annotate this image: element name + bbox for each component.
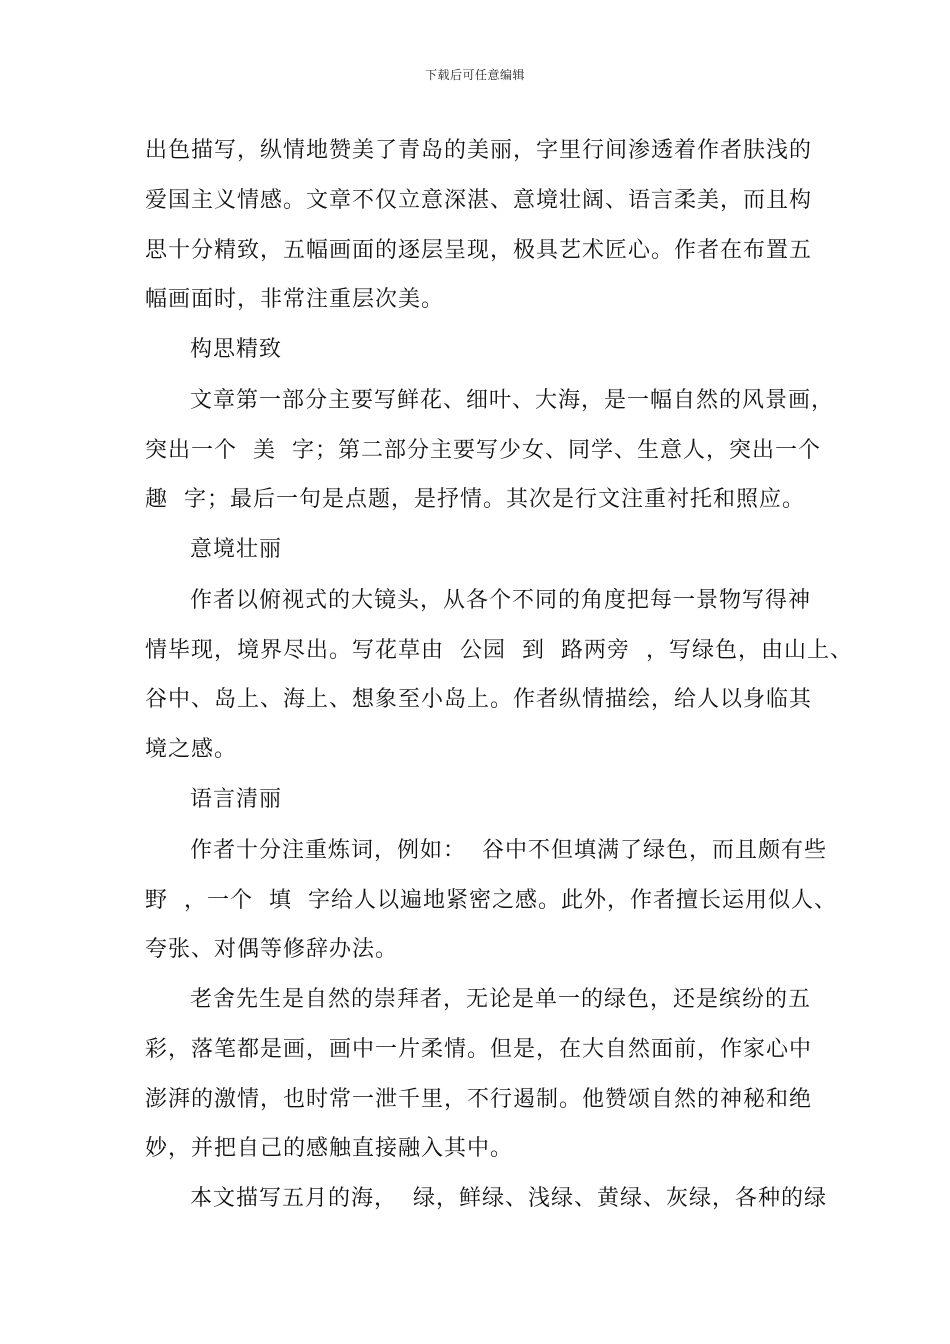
text-line: 突出一个 美 字；第二部分主要写少女、同学、生意人，突出一个 xyxy=(145,438,821,463)
section-heading: 语言清丽 xyxy=(190,787,283,812)
text-line: 谷中、岛上、海上、想象至小岛上。作者纵情描绘，给人以身临其 xyxy=(145,687,813,712)
text-line: 文章第一部分主要写鲜花、细叶、大海，是一幅自然的风景画， xyxy=(190,388,835,413)
text-line: 作者以俯视式的大镜头，从各个不同的角度把每一景物写得神 xyxy=(190,588,812,613)
section-heading: 构思精致 xyxy=(190,337,283,362)
text-line: 老舍先生是自然的崇拜者，无论是单一的绿色，还是缤纷的五 xyxy=(190,987,812,1012)
section-heading: 意境壮丽 xyxy=(190,537,283,562)
text-line: 思十分精致，五幅画面的逐层呈现，极具艺术匠心。作者在布置五 xyxy=(145,238,813,263)
text-line: 澎湃的激情，也时常一泄千里，不行遏制。他赞颂自然的神秘和绝 xyxy=(145,1087,813,1112)
text-line: 夸张、对偶等修辞办法。 xyxy=(145,937,399,962)
text-line: 情毕现，境界尽出。写花草由 公园 到 路两旁 ，写绿色，由山上、 xyxy=(145,638,853,663)
text-line: 出色描写，纵情地赞美了青岛的美丽，字里行间渗透着作者肤浅的 xyxy=(145,138,813,163)
text-line: 彩，落笔都是画，画中一片柔情。但是，在大自然面前，作家心中 xyxy=(145,1037,813,1062)
text-line: 野 ，一个 填 字给人以遍地紧密之感。此外，作者擅长运用似人、 xyxy=(145,888,837,913)
text-line: 作者十分注重炼词，例如： 谷中不但填满了绿色，而且颇有些 xyxy=(190,838,827,863)
text-line: 爱国主义情感。文章不仅立意深湛、意境壮阔、语言柔美，而且构 xyxy=(145,188,813,213)
text-line: 境之感。 xyxy=(145,737,238,762)
text-line: 本文描写五月的海， 绿，鲜绿、浅绿、黄绿、灰绿，各种的绿 xyxy=(190,1186,827,1211)
text-line: 妙，并把自己的感触直接融入其中。 xyxy=(145,1136,514,1161)
text-line: 趣 字；最后一句是点题，是抒情。其次是行文注重衬托和照应。 xyxy=(145,487,805,512)
text-line: 幅画面时，非常注重层次美。 xyxy=(145,287,445,312)
page-header: 下载后可任意编辑 xyxy=(424,68,525,82)
